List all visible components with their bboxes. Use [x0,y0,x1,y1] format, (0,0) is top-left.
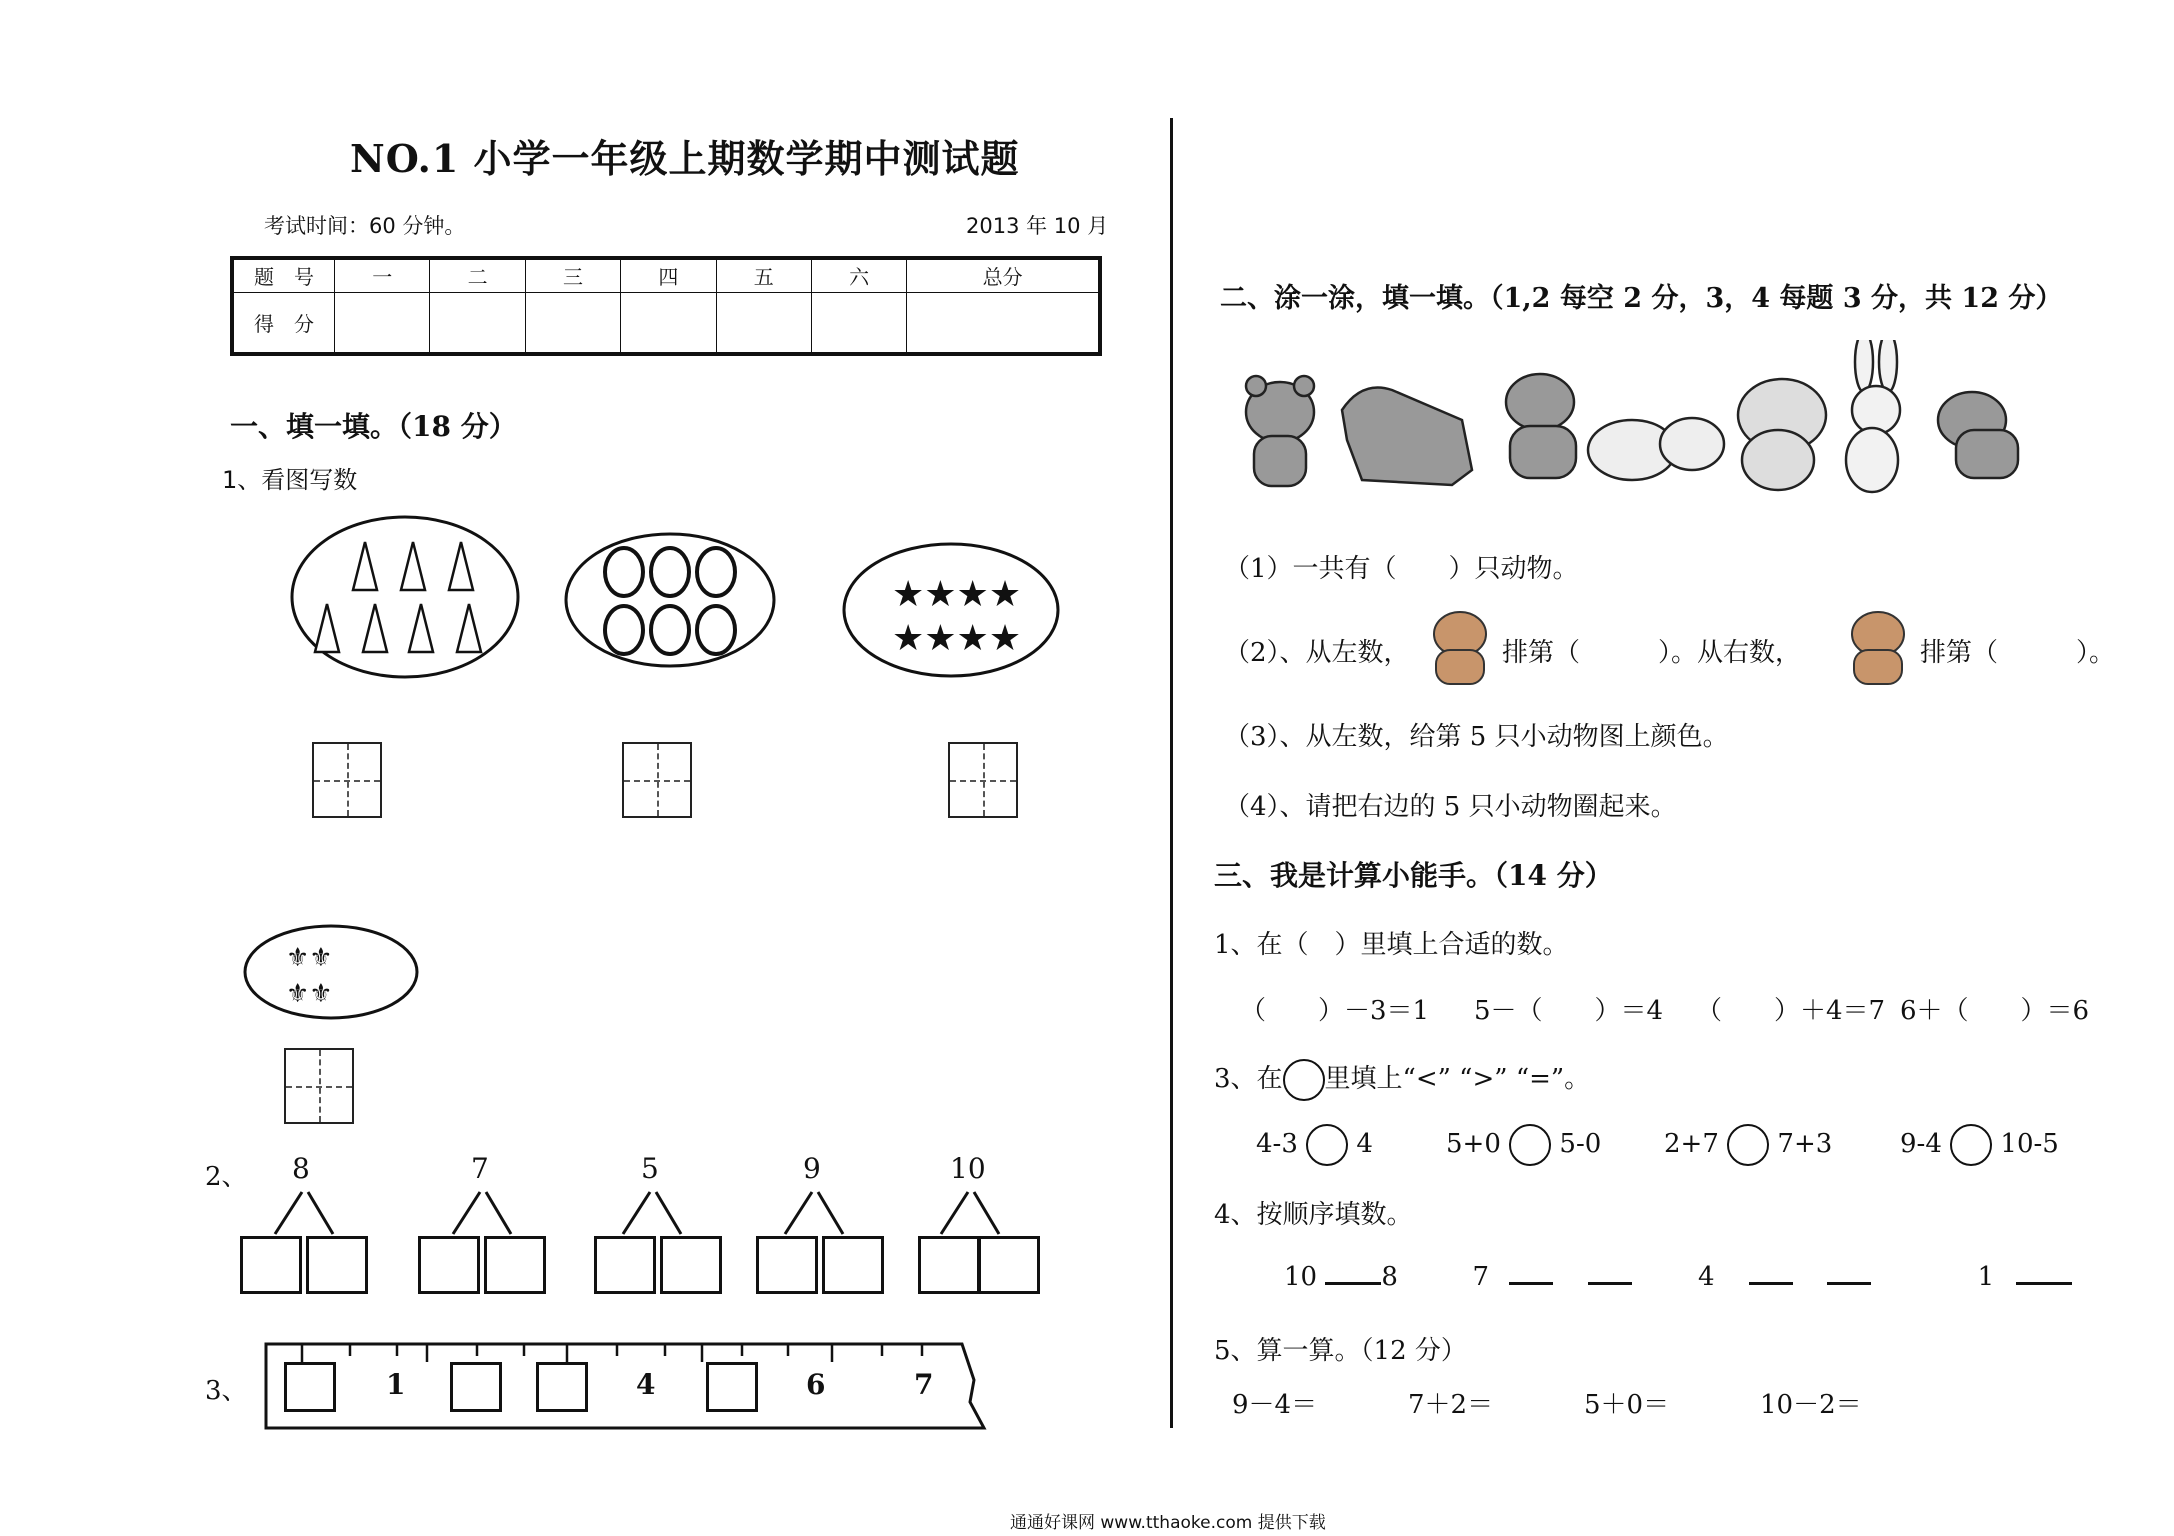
pineapple-oval [285,512,525,682]
s2-q2-middle: 排第（ ）。从右数， [1502,638,1802,668]
compare-item [1664,1124,1832,1166]
score-entry[interactable] [525,292,620,354]
ruler-number: 4 [636,1368,656,1401]
q1-label: 1、看图写数 [222,466,358,494]
score-cell: 一 [335,258,430,292]
q2-label: 2、 [205,1162,248,1192]
compare-item [1446,1124,1601,1166]
compare-circle[interactable] [1727,1124,1769,1166]
exam-time: 考试时间：60 分钟。 [264,214,466,238]
compare-right: 10-5 [2000,1129,2059,1159]
s2-q2-right: 排第（ ）。 [1920,638,2116,668]
bond-answer-box[interactable] [306,1236,368,1294]
svg-text:★★★★: ★★★★ [892,574,1022,615]
score-table [230,256,1102,356]
s3-q3-label-suffix: 里填上“<” “>” “=”。 [1324,1064,1591,1094]
ruler-answer-box[interactable] [536,1362,588,1412]
rabbit-icon [1846,340,1900,492]
seq-blank[interactable] [2016,1282,2072,1285]
seq-number: 8 [1381,1262,1398,1292]
compare-circle-icon [1283,1059,1325,1101]
sequence-row [1284,1262,2072,1292]
pig-icon [1738,379,1826,490]
ruler-answer-box[interactable] [706,1362,758,1412]
seq-blank[interactable] [1588,1282,1632,1285]
answer-box[interactable] [948,742,1018,818]
score-cell: 二 [430,258,525,292]
seq-number: 7 [1472,1262,1489,1292]
compare-left: 2+7 [1664,1129,1719,1159]
score-cell: 题 号 [232,258,335,292]
section1-heading: 一、填一填。（18 分） [230,410,517,443]
section3-heading: 三、我是计算小能手。（14 分） [1214,859,1613,892]
score-entry[interactable] [335,292,430,354]
bond-number: 5 [641,1152,659,1185]
ruler-answer-box[interactable] [450,1362,502,1412]
compare-item [1900,1124,2059,1166]
score-entry[interactable] [716,292,811,354]
s2-q3: （3）、从左数，给第 5 只小动物图上颜色。 [1224,722,1729,752]
bond-answer-box[interactable] [918,1236,980,1294]
calc-item[interactable]: 5＋0＝ [1584,1390,1670,1420]
exam-date: 2013 年 10 月 [966,214,1109,238]
ruler-number: 1 [386,1368,406,1401]
horse-icon [1342,388,1472,486]
page-title: NO.1 小学一年级上期数学期中测试题 [350,136,1020,181]
s3-q3-label [1214,1058,1590,1101]
svg-text:⚜⚜: ⚜⚜ [286,979,333,1009]
sheep-icon [1588,418,1724,480]
animals-row [1222,340,2032,500]
score-entry[interactable] [907,292,1100,354]
ball-oval [562,530,778,670]
s3-q4-label: 4、按顺序填数。 [1214,1200,1413,1230]
s3-q5-label: 5、算一算。（12 分） [1214,1336,1467,1366]
star-oval [840,540,1062,680]
calc-item[interactable]: 9－4＝ [1232,1390,1318,1420]
seq-blank[interactable] [1325,1282,1381,1285]
s2-q1: （1）一共有（ ）只动物。 [1224,554,1579,584]
s2-q4: （4）、请把右边的 5 只小动物圈起来。 [1224,792,1677,822]
calc-item[interactable]: 7＋2＝ [1408,1390,1494,1420]
score-cell: 四 [621,258,716,292]
s3-q1-label: 1、在（ ）里填上合适的数。 [1214,930,1569,960]
score-table-score-row [232,292,1100,354]
bear-icon [1246,376,1314,486]
compare-circle[interactable] [1950,1124,1992,1166]
svg-text:⚜⚜: ⚜⚜ [286,943,333,973]
seq-number: 4 [1698,1262,1715,1292]
compare-circle[interactable] [1306,1124,1348,1166]
fill-blank-item[interactable]: 6＋（ ）＝6 [1900,996,2090,1026]
answer-box[interactable] [312,742,382,818]
compare-left: 9-4 [1900,1129,1942,1159]
bond-answer-box[interactable] [822,1236,884,1294]
compare-right: 5-0 [1559,1129,1602,1159]
ruler-number: 6 [806,1368,826,1401]
s2-q2-left: （2）、从左数， [1224,638,1410,668]
cow-icon [1838,604,1918,690]
seq-blank[interactable] [1509,1282,1553,1285]
seq-blank[interactable] [1827,1282,1871,1285]
bond-number: 7 [471,1152,489,1185]
q3-label: 3、 [205,1376,248,1406]
fill-blank-item[interactable]: 5－（ ）＝4 [1474,996,1664,1026]
compare-item [1256,1124,1373,1166]
compare-left: 5+0 [1446,1129,1501,1159]
score-cell: 五 [716,258,811,292]
score-entry[interactable] [811,292,906,354]
bond-number: 8 [292,1152,310,1185]
score-table-header-row [232,258,1100,292]
score-entry[interactable] [430,292,525,354]
compare-right: 4 [1356,1129,1373,1159]
answer-box[interactable] [284,1048,354,1124]
bond-number: 10 [950,1152,986,1185]
score-cell: 得 分 [232,292,335,354]
compare-right: 7+3 [1777,1129,1833,1159]
dog-icon [1938,392,2018,478]
bond-answer-box[interactable] [418,1236,480,1294]
s3-q3-label-prefix: 3、在 [1214,1064,1283,1094]
bond-lines [230,1188,1050,1238]
compare-left: 4-3 [1256,1129,1298,1159]
fill-blank-item[interactable]: （ ）＋4＝7 [1696,996,1886,1026]
score-cell: 六 [811,258,906,292]
calc-item[interactable]: 10－2＝ [1760,1390,1862,1420]
fill-blank-item[interactable]: （ ）－3＝1 [1240,996,1430,1026]
compare-circle[interactable] [1509,1124,1551,1166]
ruler-number: 7 [914,1368,934,1401]
footer-credit: 通通好课网 www.tthaoke.com 提供下载 [1010,1513,1326,1533]
score-entry[interactable] [621,292,716,354]
bond-answer-box[interactable] [594,1236,656,1294]
bond-answer-box[interactable] [756,1236,818,1294]
section2-heading: 二、涂一涂，填一填。（1,2 每空 2 分，3，4 每题 3 分，共 12 分） [1220,283,2063,314]
seq-number: 1 [1977,1262,1995,1292]
ruler-answer-box[interactable] [284,1362,336,1412]
score-cell: 三 [525,258,620,292]
svg-text:★★★★: ★★★★ [892,618,1022,659]
bond-answer-box[interactable] [240,1236,302,1294]
number-ruler [262,1340,992,1436]
bond-answer-box[interactable] [978,1236,1040,1294]
cow-icon [1420,604,1500,690]
bond-number: 9 [803,1152,821,1185]
bond-answer-box[interactable] [484,1236,546,1294]
score-cell: 总分 [907,258,1100,292]
seq-blank[interactable] [1749,1282,1793,1285]
column-divider [1170,118,1173,1428]
flower-oval [242,922,420,1022]
cow-icon [1506,374,1576,478]
bond-answer-box[interactable] [660,1236,722,1294]
seq-number: 10 [1284,1262,1318,1292]
answer-box[interactable] [622,742,692,818]
